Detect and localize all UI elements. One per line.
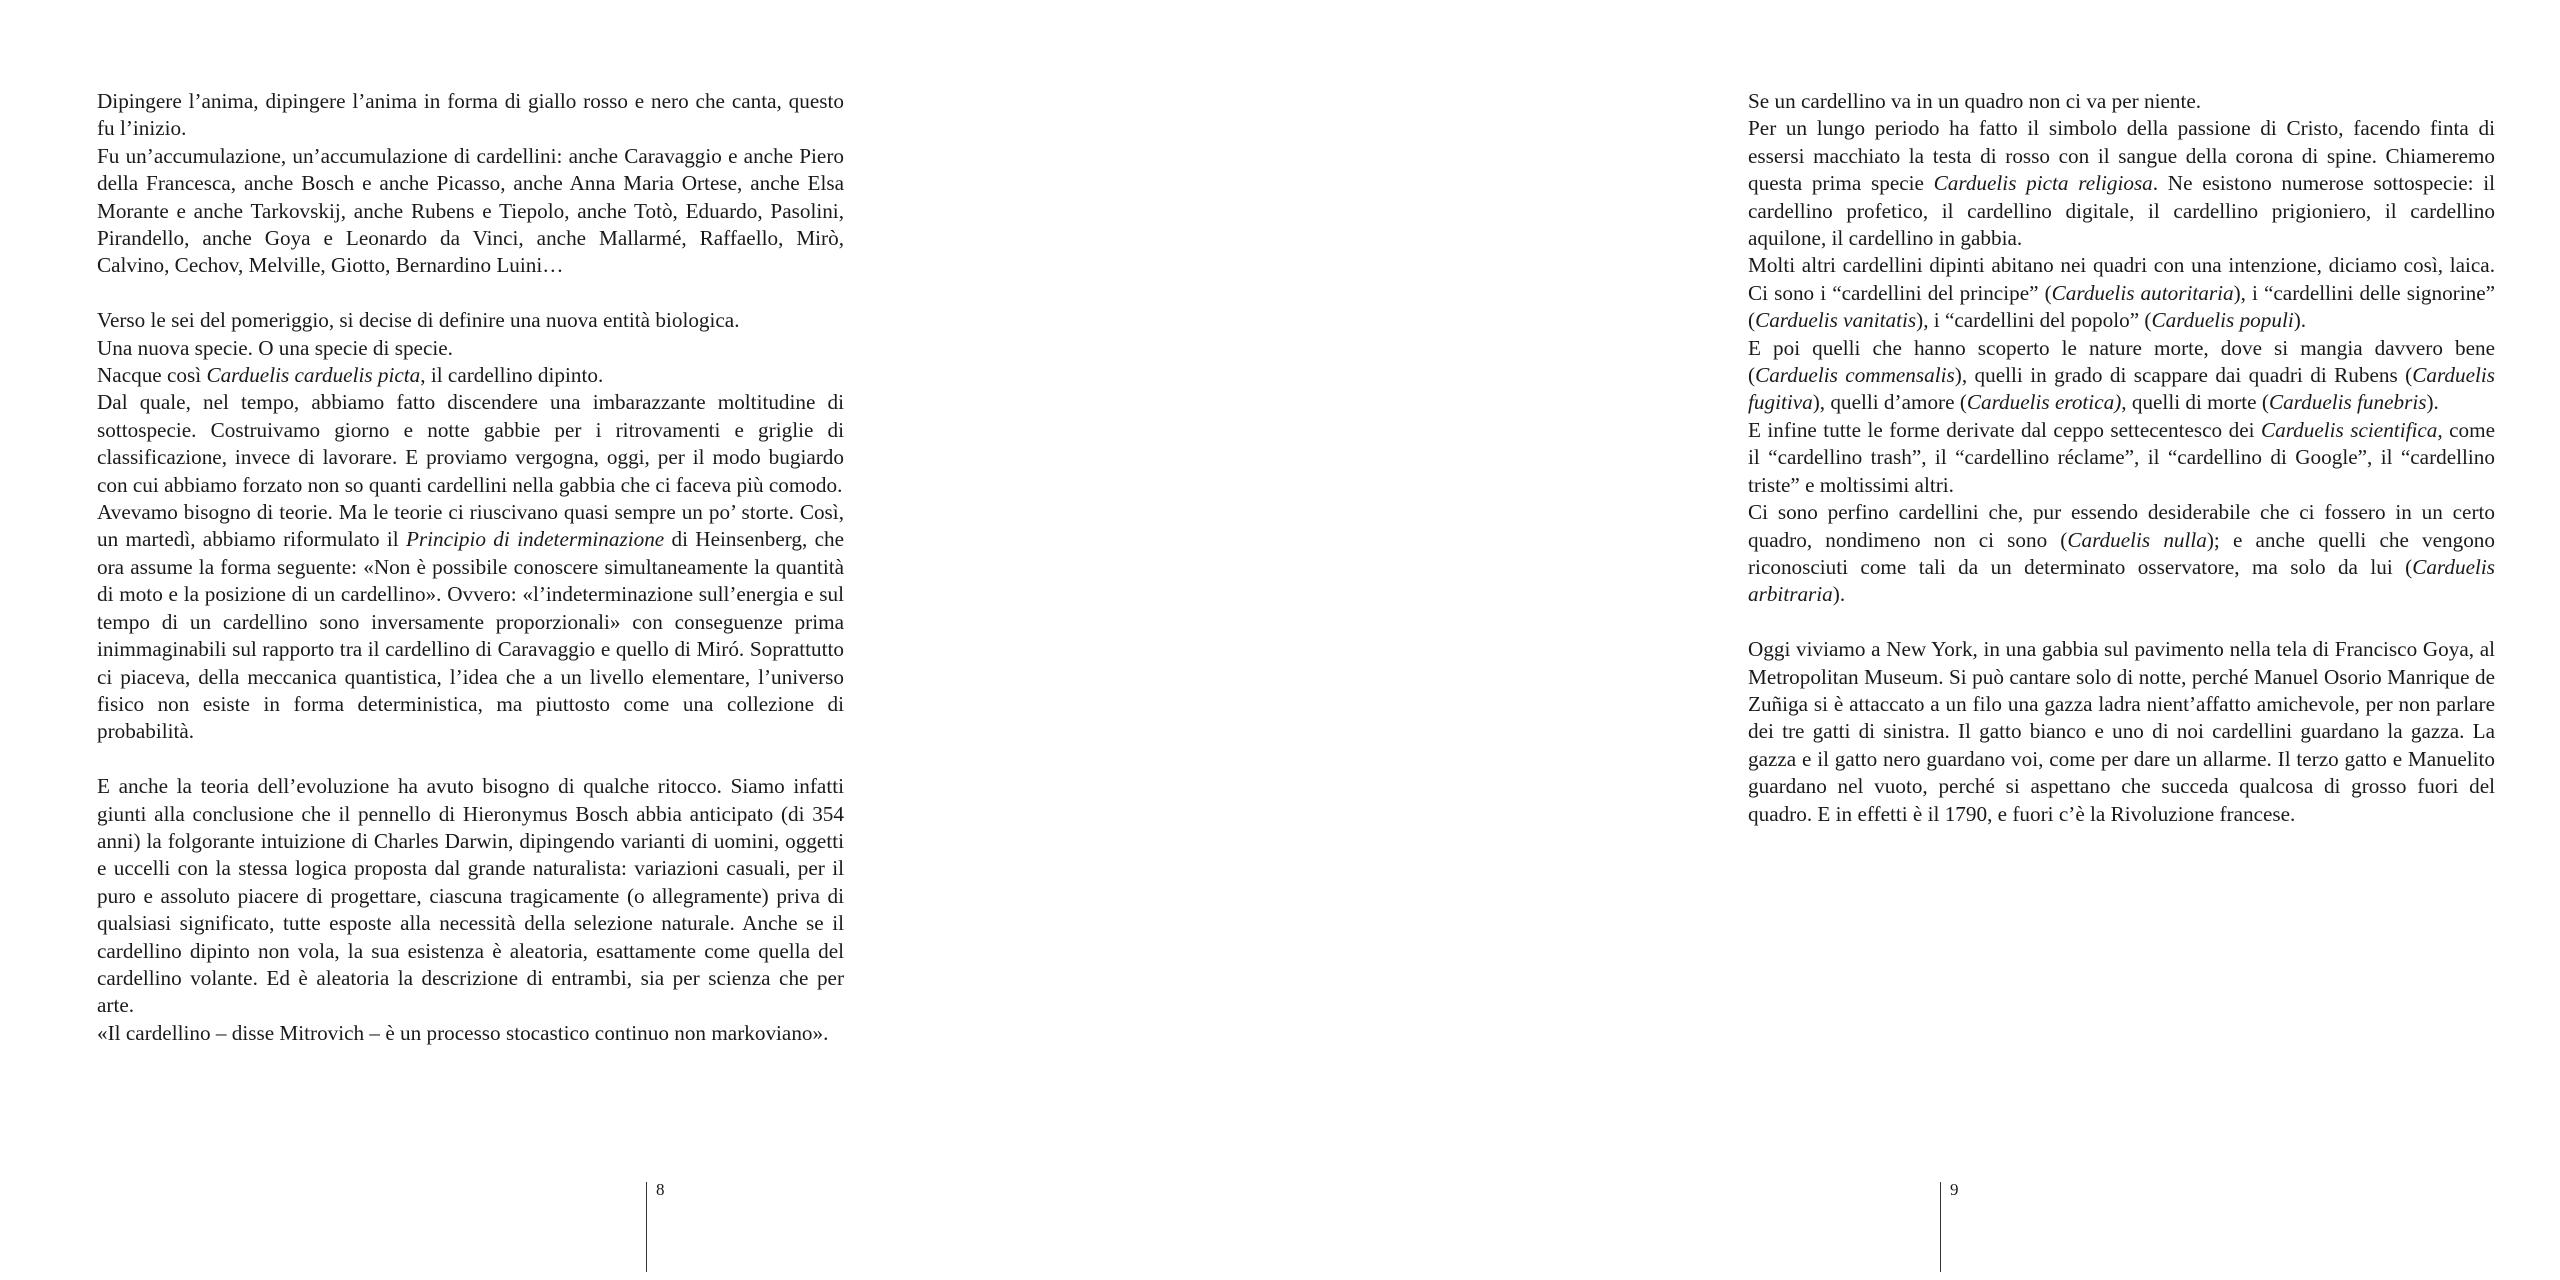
text-run: Dal quale, nel tempo, abbiamo fatto discendere una imbarazzante moltitudine di sottospecie. Costruivamo giorno e notte gabbie per i ritrovamenti e griglie di classificazione, invece di lavorare. E proviamo vergogna, oggi, per il modo bugiardo con cui abbiamo forzato non so quanti cardellini nella gabbia che ci faceva più comodo. <box>97 390 844 497</box>
text-run: ); e anche quelli che vengono riconosciuti come tali da un determinato osservatore, ma solo da lui ( <box>1748 527 2495 579</box>
paragraph <box>97 335 844 362</box>
text-run: Verso le sei del pomeriggio, si decise di definire una nuova entità biologica. <box>97 308 740 333</box>
paragraph <box>97 307 844 334</box>
left-page-number: 8 <box>656 1180 665 1199</box>
right-text-column <box>1748 88 2495 828</box>
text-run: ), i “cardellini delle signorine” ( <box>1748 280 2496 333</box>
text-run: Avevamo bisogno di teorie. Ma le teorie ci riuscivano quasi sempre un po’ storte. Così, un martedì, abbiamo riformulato il <box>97 500 844 552</box>
text-run: Oggi viviamo a New York, in una gabbia sul pavimento nella tela di Francisco Goya, al Metropolitan Museum. Si può cantare solo di notte, perché Manuel Osorio Manrique de Zuñiga si è attaccato a un filo una gazza ladra nient’affatto amichevole, per non parlare dei tre gatti di sinistra. Il gatto bianco e uno di noi cardellini guardano la gazza. La gazza e il gatto nero guardano voi, come per dare un allarme. Il terzo gatto e Manuelito guardano nel vuoto, perché si aspettano che succeda qualcosa di grosso fuori del quadro. E in effetti è il 1790, e fuori c’è la Rivoluzione francese. <box>1748 637 2495 826</box>
paragraph <box>1748 115 2495 252</box>
text-run: ), i “cardellini del popolo” ( <box>1916 308 2152 333</box>
text-run: Molti altri cardellini dipinti abitano nei quadri con una intenzione, diciamo così, laica. Ci sono i “cardellini del principe” ( <box>1748 253 2495 305</box>
text-run: , quelli di morte ( <box>2121 390 2269 415</box>
text-run: Una nuova specie. O una specie di specie. <box>97 335 453 360</box>
text-run: , il cardellino dipinto. <box>420 363 604 388</box>
text-run: ), quelli d’amore ( <box>1812 390 1967 415</box>
paragraph <box>1748 636 2495 828</box>
paragraph <box>97 143 844 280</box>
paragraph <box>97 499 844 746</box>
paragraph <box>97 1020 844 1047</box>
text-run: E poi quelli che hanno scoperto le nature morte, dove si mangia davvero bene ( <box>1748 335 2495 388</box>
right-page-number: 9 <box>1950 1180 1959 1199</box>
italic-term: Carduelis carduelis picta <box>206 363 421 388</box>
right-page <box>1280 0 2560 1280</box>
paragraph <box>97 362 844 389</box>
italic-term: Carduelis populi <box>2151 308 2294 333</box>
text-run: Fu un’accumulazione, un’accumulazione di cardellini: anche Caravaggio e anche Piero della Francesca, anche Bosch e anche Picasso, anche Anna Maria Ortese, anche Elsa Morante e anche Tarkovskij, anche Rubens e Tiepolo, anche Totò, Eduardo, Pasolini, Pirandello, anche Goya e Leonardo da Vinci, anche Mallarmé, Raffaello, Mirò, Calvino, Cechov, Melville, Giotto, Bernardino Luini… <box>97 143 844 278</box>
text-run: «Il cardellino – disse Mitrovich – è un processo stocastico continuo non markoviano». <box>97 1020 829 1045</box>
text-run: E anche la teoria dell’evoluzione ha avuto bisogno di qualche ritocco. Siamo infatti giunti alla conclusione che il pennello di Hieronymus Bosch abbia anticipato (di 354 anni) la folgorante intuizione di Charles Darwin, dipingendo varianti di uomini, oggetti e uccelli con la stessa logica proposta dal grande naturalista: variazioni casuali, per il puro e assoluto piacere di progettare, ciascuna tragicamente (o allegramente) priva di qualsiasi significato, tutte esposte alla necessità della selezione naturale. Anche se il cardellino dipinto non vola, la sua esistenza è aleatoria, esattamente come quella del cardellino volante. Ed è aleatoria la descrizione di entrambi, sia per scienza che per arte. <box>97 774 844 1018</box>
text-run: Se un cardellino va in un quadro non ci va per niente. <box>1748 89 2202 113</box>
text-run: Per un lungo periodo ha fatto il simbolo della passione di Cristo, facendo finta di essersi macchiato la testa di rosso con il sangue della corona di spine. Chiameremo questa prima specie <box>1748 116 2495 196</box>
text-run: Ci sono perfino cardellini che, pur essendo desiderabile che ci fossero in un certo quadro, nondimeno non ci sono ( <box>1748 500 2495 552</box>
text-run: ), quelli in grado di scappare dai quadri di Rubens ( <box>1954 363 2413 388</box>
paragraph <box>1748 417 2495 499</box>
text-run: ). <box>2293 308 2307 333</box>
paragraph <box>1748 88 2495 115</box>
paragraph <box>97 88 844 143</box>
text-run: Nacque così <box>97 363 207 388</box>
italic-term: Carduelis picta religiosa <box>1933 171 2153 196</box>
text-run: di Heinsenberg, che ora assume la forma seguente: «Non è possibile conoscere simultaneamente la quantità di moto e la posizione di un cardellino». Ovvero: «l’indeterminazione sull’energia e sul tempo di un cardellino sono inversamente proporzionali» con conseguenze prima inimmaginabili sul rapporto tra il cardellino di Caravaggio e quello di Miró. Soprattutto ci piaceva, della meccanica quantistica, l’idea che a un livello elementare, l’universo fisico non esiste in forma deterministica, ma piuttosto come una collezione di probabilità. <box>97 527 844 744</box>
italic-term: Carduelis nulla <box>2067 527 2207 552</box>
italic-term: Carduelis fugitiva <box>1748 363 2496 415</box>
text-run: come il “cardellino trash”, il “cardellino réclame”, il “cardellino di Google”, il “cardellino triste” e moltissimi altri. <box>1748 417 2496 497</box>
italic-term: Carduelis erotica) <box>1966 390 2122 415</box>
italic-term: Carduelis scientifica, <box>2261 417 2443 442</box>
text-run: ). <box>1832 582 1846 607</box>
italic-term: Carduelis funebris <box>2268 390 2427 415</box>
paragraph <box>1748 335 2495 417</box>
text-run: ). <box>2426 390 2439 415</box>
italic-term: Carduelis vanitatis <box>1755 308 1917 333</box>
right-folio-rule <box>1940 1182 1941 1272</box>
left-text-column <box>97 88 844 1047</box>
paragraph <box>97 773 844 1020</box>
text-run: E infine tutte le forme derivate dal ceppo settecentesco dei <box>1748 417 2261 442</box>
text-run: . Ne esistono numerose sottospecie: il cardellino profetico, il cardellino digitale, il cardellino prigioniero, il cardellino aquilone, il cardellino in gabbia. <box>1748 171 2495 251</box>
paragraph <box>1748 499 2495 609</box>
text-run: Dipingere l’anima, dipingere l’anima in forma di giallo rosso e nero che canta, questo fu l’inizio. <box>97 89 844 141</box>
italic-term: Carduelis commensalis <box>1755 363 1955 388</box>
italic-term: Carduelis arbitraria <box>1748 554 2495 607</box>
left-folio-rule <box>646 1182 647 1272</box>
italic-term: Principio di indeterminazione <box>405 527 665 552</box>
paragraph <box>1748 252 2495 334</box>
paragraph <box>97 389 844 499</box>
italic-term: Carduelis autoritaria <box>2051 280 2234 305</box>
